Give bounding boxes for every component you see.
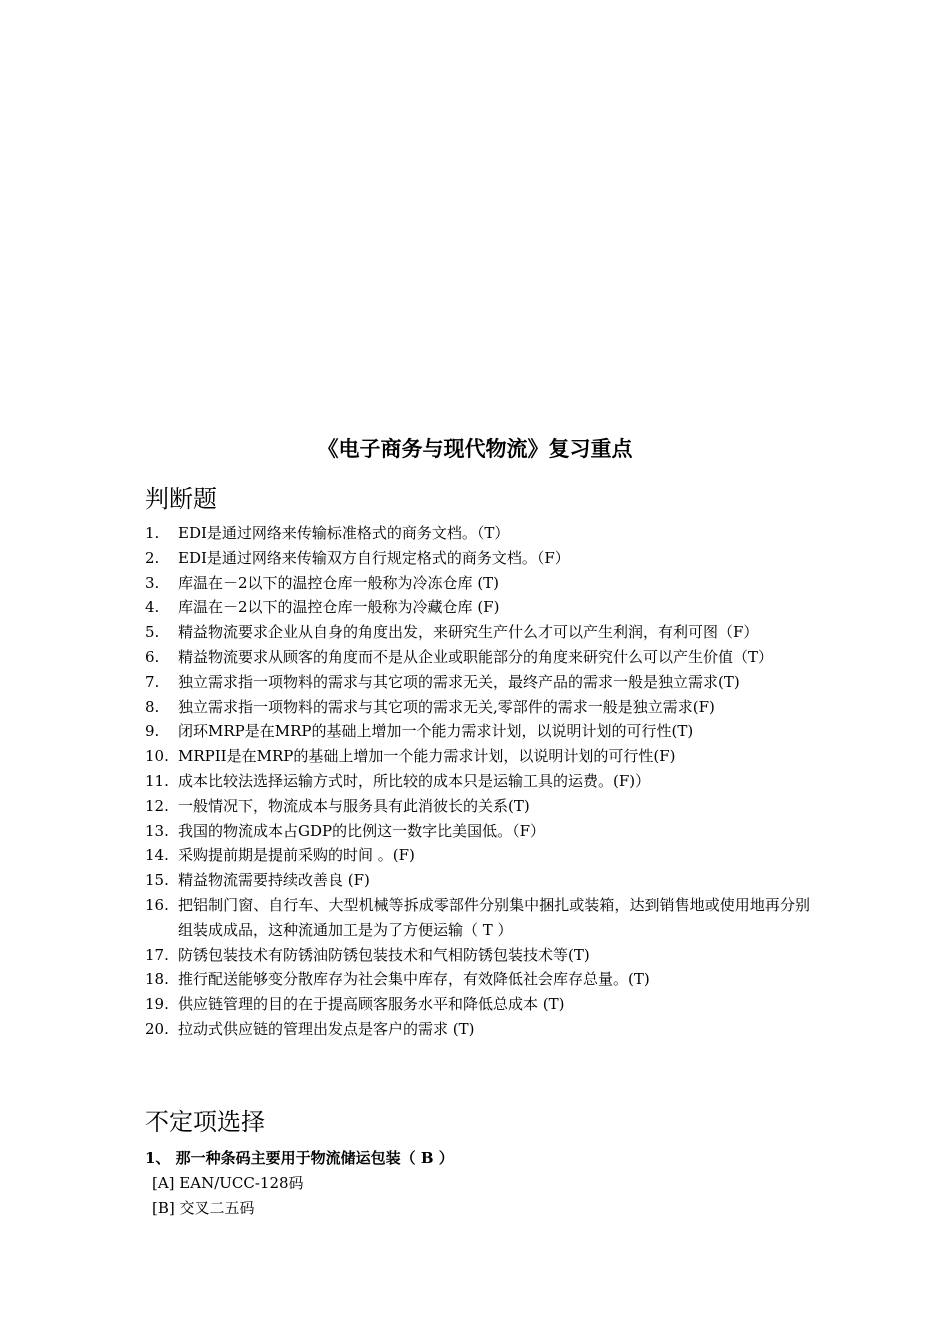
- item-text: 精益物流要求从顾客的角度而不是从企业或职能部分的角度来研究什么可以产生价值（T）: [178, 647, 774, 666]
- item-text: 精益物流要求企业从自身的角度出发，来研究生产什么才可以产生利润，有利可图（F）: [178, 623, 759, 642]
- list-item: [145, 992, 810, 1017]
- list-item: [145, 620, 810, 645]
- list-item: [145, 744, 810, 769]
- list-item: [145, 645, 810, 670]
- item-number: 17.: [145, 945, 169, 964]
- item-text: 供应链管理的目的在于提高顾客服务水平和降低总成本 (T): [178, 995, 565, 1014]
- list-item: [145, 521, 810, 546]
- list-item: [145, 943, 810, 968]
- item-number: 4.: [145, 598, 160, 617]
- item-text: 防锈包装技术有防锈油防锈包装技术和气相防锈包装技术等(T): [178, 945, 590, 964]
- item-number: 2.: [145, 548, 160, 567]
- item-number: 3.: [145, 573, 160, 592]
- item-number: 18.: [145, 970, 169, 989]
- item-text: EDI是通过网络来传输双方自行规定格式的商务文档。（F）: [178, 548, 570, 567]
- page-title: 《电子商务与现代物流》复习重点: [317, 437, 633, 461]
- item-text: 库温在－2以下的温控仓库一般称为冷藏仓库 (F): [178, 598, 500, 617]
- item-text: 闭环MRP是在MRP的基础上增加一个能力需求计划，以说明计划的可行性(T): [178, 722, 694, 741]
- option-b: [B] 交叉二五码: [152, 1199, 255, 1217]
- item-number: 5.: [145, 623, 160, 642]
- item-number: 11.: [145, 771, 169, 790]
- list-item: [145, 719, 810, 744]
- item-text: 独立需求指一项物料的需求与其它项的需求无关，最终产品的需求一般是独立需求(T): [178, 672, 740, 691]
- item-text: 把铝制门窗、自行车、大型机械等拆成零部件分别集中捆扎或装箱，达到销售地或使用地再分别组装成成品，这种流通加工是为了方便运输（ T ）: [178, 895, 810, 939]
- item-number: 8.: [145, 697, 160, 716]
- section-heading-true-false: 判断题: [145, 485, 217, 513]
- list-item: [145, 843, 810, 868]
- list-item: [145, 571, 810, 596]
- list-item: [145, 546, 810, 571]
- section-heading-multiple-choice: 不定项选择: [145, 1108, 265, 1136]
- item-number: 6.: [145, 647, 160, 666]
- item-number: 16.: [145, 895, 169, 914]
- item-text: 精益物流需要持续改善良 (F): [178, 871, 370, 890]
- question-text: 那一种条码主要用于物流储运包装（ B ）: [175, 1149, 454, 1167]
- item-text: 我国的物流成本占GDP的比例这一数字比美国低。（F）: [178, 821, 546, 840]
- item-number: 15.: [145, 871, 169, 890]
- item-text: 成本比较法选择运输方式时，所比较的成本只是运输工具的运费。(F)）: [178, 771, 651, 790]
- list-item: [145, 794, 810, 819]
- item-text: EDI是通过网络来传输标准格式的商务文档。（T）: [178, 524, 510, 542]
- item-text: 一般情况下，物流成本与服务具有此消彼长的关系(T): [178, 796, 530, 815]
- list-item: [145, 670, 810, 695]
- item-text: 采购提前期是提前采购的时间 。(F): [178, 846, 415, 865]
- list-item: [145, 967, 810, 992]
- option-a: [A] EAN/UCC-128码: [152, 1174, 304, 1192]
- list-item: [145, 868, 810, 893]
- list-item: [145, 595, 810, 620]
- multiple-choice-section: [145, 1146, 810, 1221]
- question: [145, 1146, 810, 1171]
- item-text: 库温在－2以下的温控仓库一般称为冷冻仓库 (T): [178, 573, 500, 592]
- item-number: 20.: [145, 1019, 169, 1038]
- item-number: 19.: [145, 995, 169, 1014]
- question-number: 1、: [145, 1149, 171, 1167]
- true-false-list: [145, 521, 810, 1042]
- item-number: 9.: [145, 722, 160, 741]
- item-number: 12.: [145, 796, 169, 815]
- item-number: 13.: [145, 821, 169, 840]
- item-number: 14.: [145, 846, 169, 865]
- list-item: [145, 893, 810, 943]
- list-item: [145, 769, 810, 794]
- list-item: [145, 1017, 810, 1042]
- list-item: [145, 819, 810, 844]
- list-item: [145, 695, 810, 720]
- item-text: 独立需求指一项物料的需求与其它项的需求无关,零部件的需求一般是独立需求(F): [178, 697, 715, 716]
- item-text: 拉动式供应链的管理出发点是客户的需求 (T): [178, 1019, 475, 1038]
- item-number: 7.: [145, 672, 160, 691]
- item-text: MRPII是在MRP的基础上增加一个能力需求计划，以说明计划的可行性(F): [178, 747, 676, 766]
- item-number: 10.: [145, 747, 169, 766]
- item-text: 推行配送能够变分散库存为社会集中库存，有效降低社会库存总量。(T): [178, 970, 650, 989]
- item-number: 1.: [145, 524, 160, 542]
